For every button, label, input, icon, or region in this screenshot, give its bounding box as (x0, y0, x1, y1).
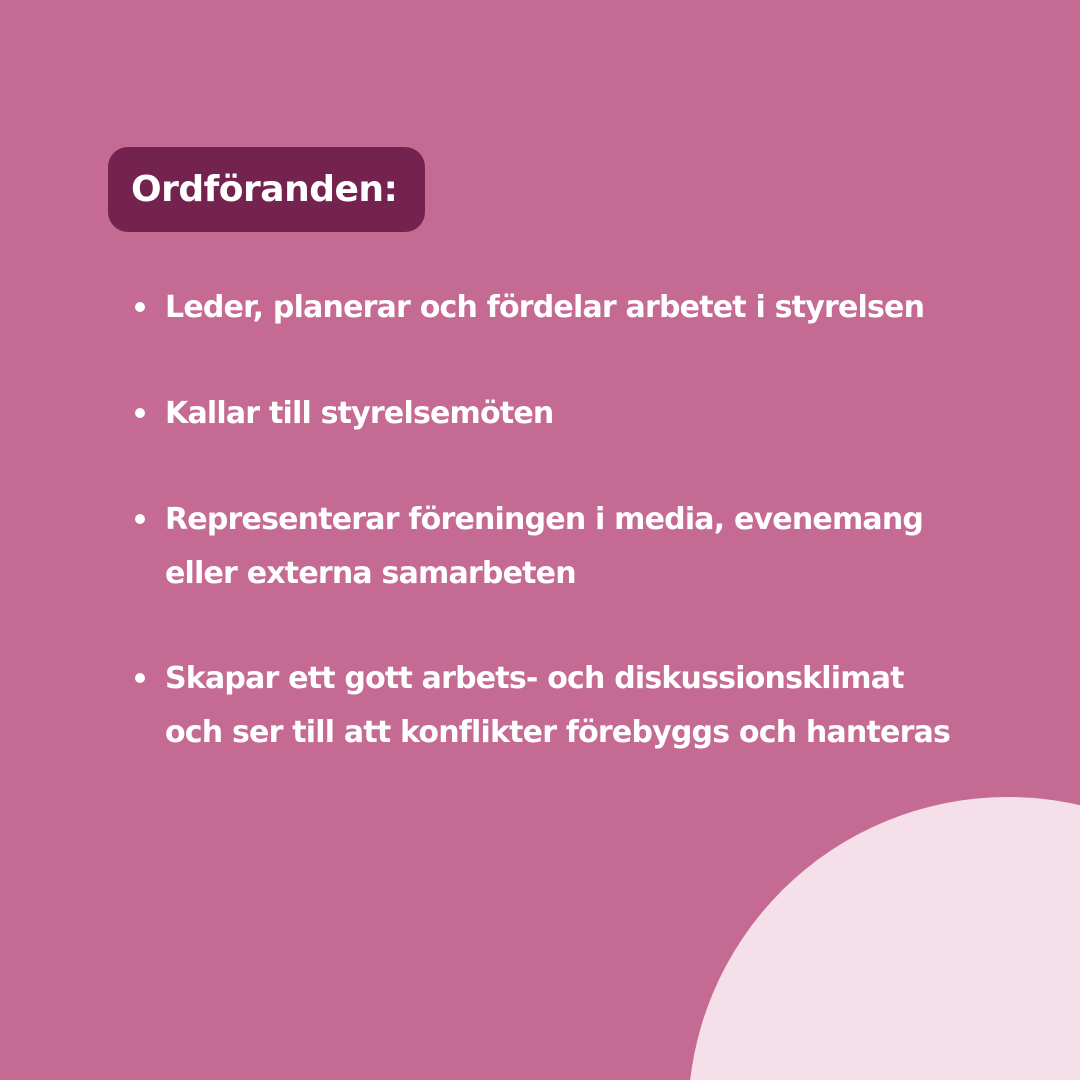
bullet-dot-icon (135, 514, 145, 524)
page-title: Ordföranden: (131, 169, 398, 210)
bullet-dot-icon (135, 302, 145, 312)
list-item-text: Leder, planerar och fördelar arbetet i styrelsen (165, 290, 925, 325)
list-item-text: Skapar ett gott arbets- och diskussionsklimat och ser till att konflikter förebyggs och hanteras (165, 661, 951, 750)
list-item-text: Representerar föreningen i media, evenemang eller externa samarbeten (165, 502, 924, 591)
bullet-dot-icon (135, 408, 145, 418)
list-item-text: Kallar till styrelsemöten (165, 396, 554, 431)
bullet-dot-icon (135, 673, 145, 683)
